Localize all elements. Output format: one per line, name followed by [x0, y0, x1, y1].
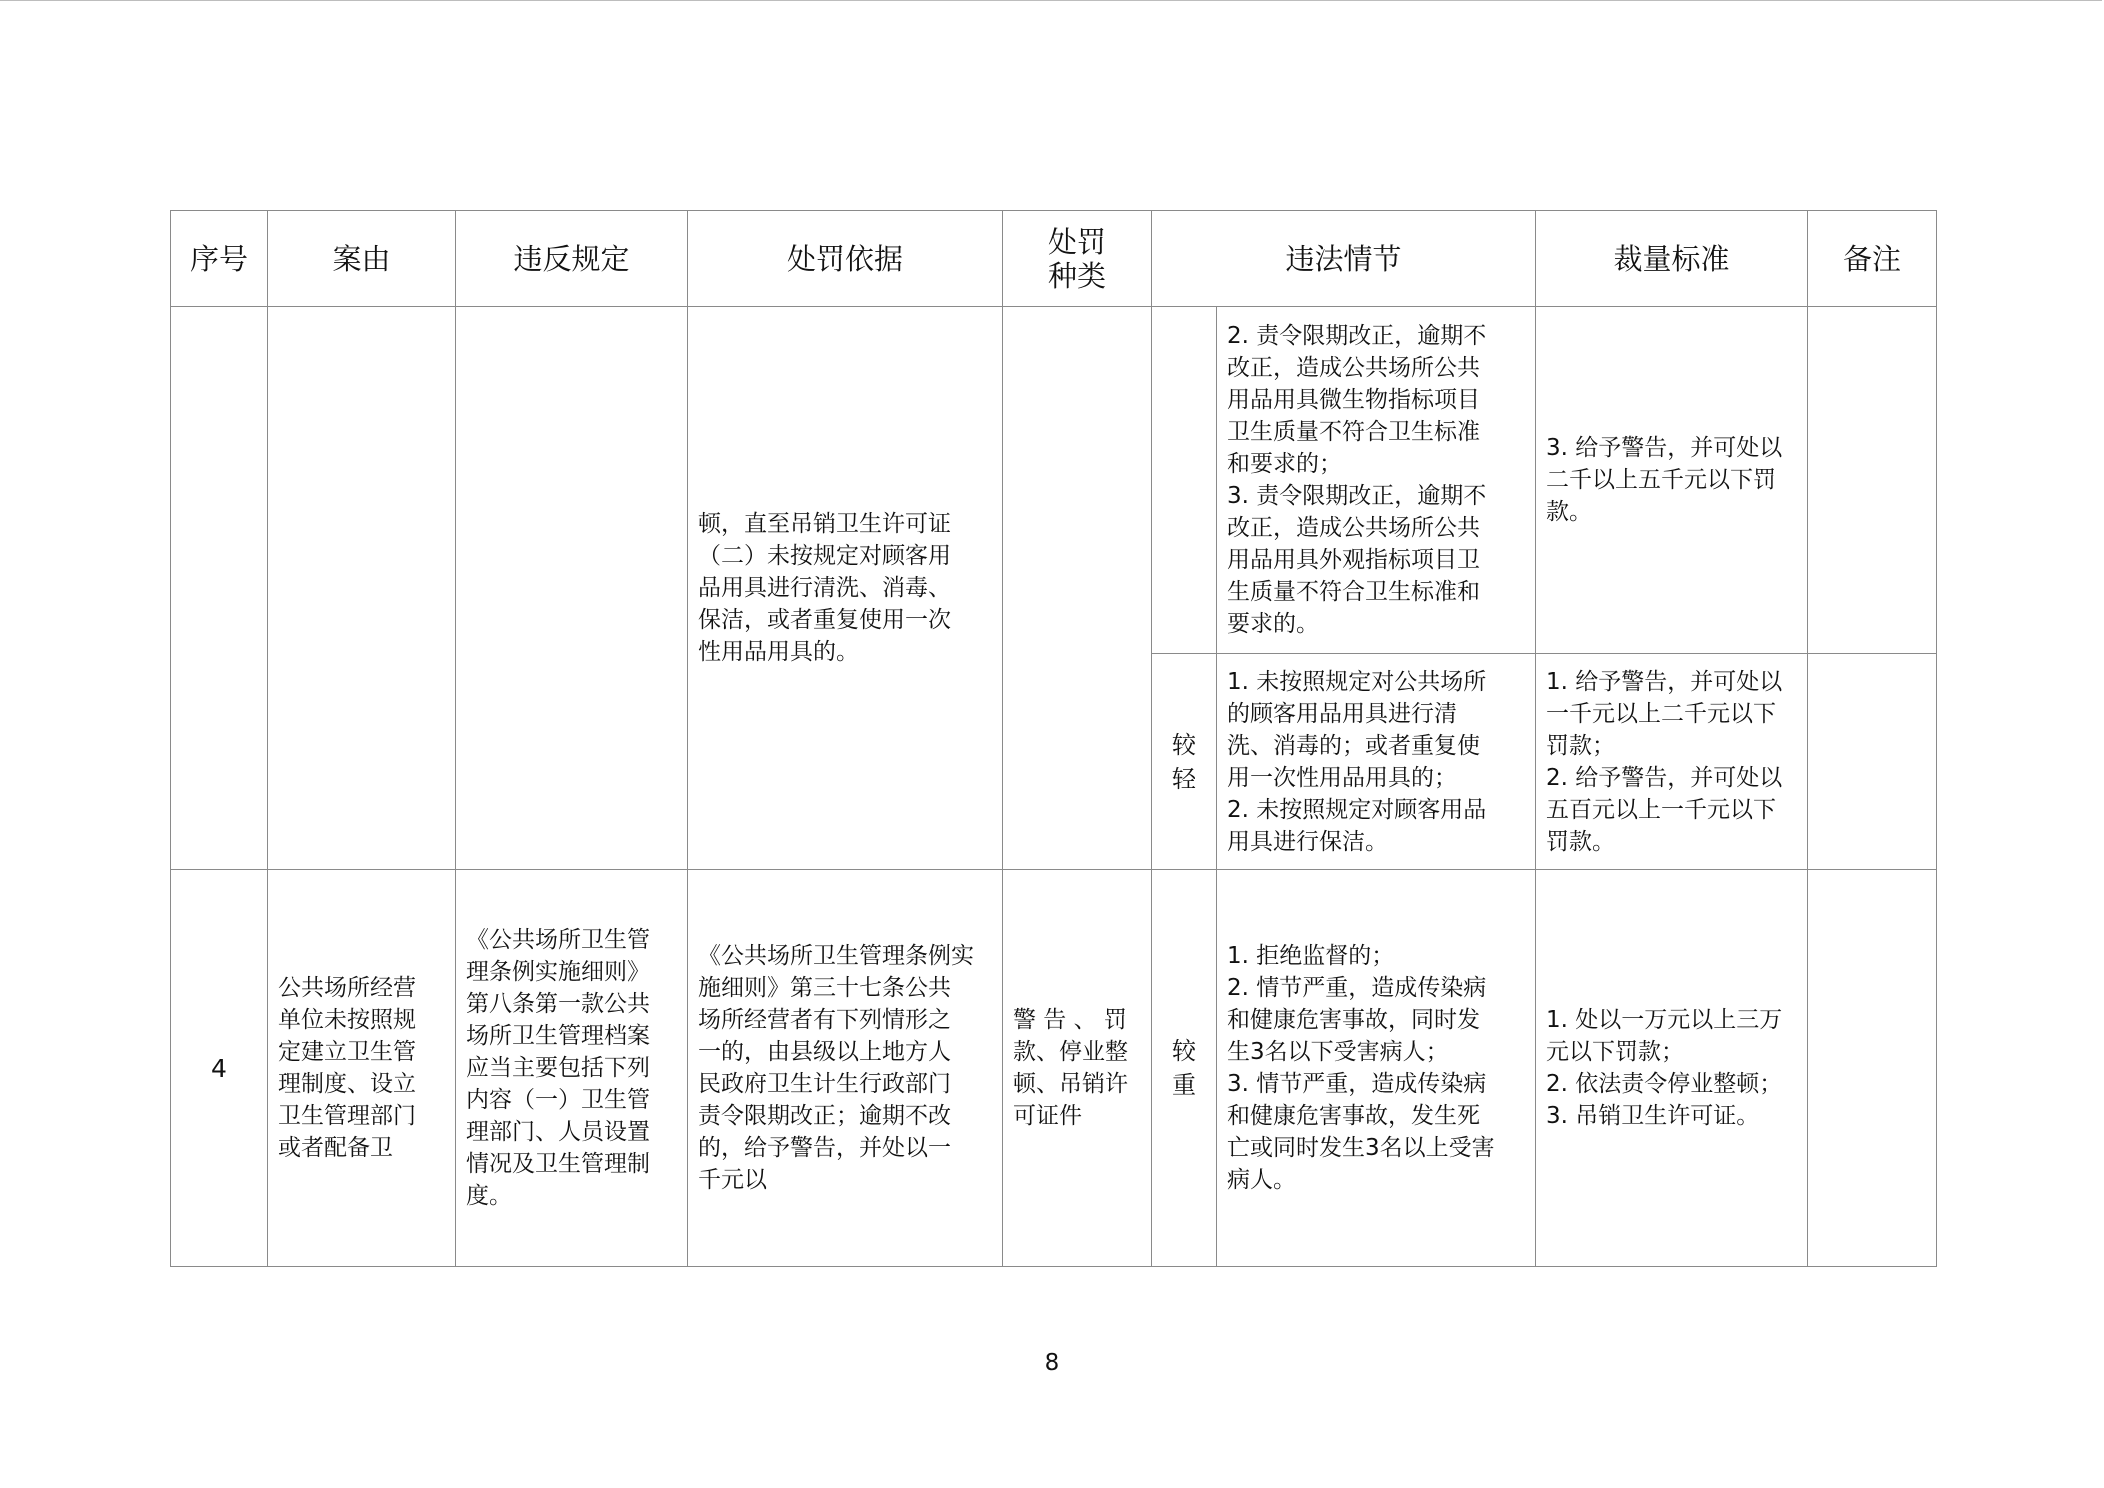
- header-standard: 裁量标准: [1536, 211, 1808, 307]
- row4-level: 较 重: [1152, 870, 1217, 1267]
- cont-remark-a: [1808, 307, 1937, 654]
- page-number: 8: [1044, 1350, 1060, 1376]
- table-row: [171, 307, 1937, 654]
- row4-basis: 《公共场所卫生管理条例实 施细则》第三十七条公共 场所经营者有下列情形之 一的，由县级以上地方人 民政府卫生计生行政部门 责令限期改正；逾期不改 的，给予警告，并处以一 千元以: [688, 870, 1003, 1267]
- row4-violated: 《公共场所卫生管 理条例实施细则》 第八条第一款公共 场所卫生管理档案 应当主要包括下列 内容（一）卫生管 理部门、人员设置 情况及卫生管理制 度。: [456, 870, 688, 1267]
- header-cause: 案由: [268, 211, 456, 307]
- penalty-table: [170, 210, 1937, 1267]
- header-violated: 违反规定: [456, 211, 688, 307]
- row4-type: 警 告 、 罚 款、停业整 顿、吊销许 可证件: [1003, 870, 1152, 1267]
- cont-type-cell: [1003, 307, 1152, 870]
- row4-remark: [1808, 870, 1937, 1267]
- page-top-border: [0, 0, 2102, 1]
- row4-circumstance: 1. 拒绝监督的； 2. 情节严重，造成传染病 和健康危害事故，同时发 生3名以下受害病人； 3. 情节严重，造成传染病 和健康危害事故，发生死 亡或同时发生3名以上受害 病人。: [1217, 870, 1536, 1267]
- cont-basis-cell: 顿，直至吊销卫生许可证 （二）未按规定对顾客用 品用具进行清洗、消毒、 保洁，或者重复使用一次 性用品用具的。: [688, 307, 1003, 870]
- row4-standard: 1. 处以一万元以上三万 元以下罚款； 2. 依法责令停业整顿； 3. 吊销卫生许可证。: [1536, 870, 1808, 1267]
- cont-standard-b: 1. 给予警告，并可处以 一千元以上二千元以下 罚款； 2. 给予警告，并可处以 五百元以上一千元以下 罚款。: [1536, 654, 1808, 870]
- cont-no-cell: [171, 307, 268, 870]
- header-circumstance: 违法情节: [1152, 211, 1536, 307]
- row4-no: 4: [171, 870, 268, 1267]
- row4-cause: 公共场所经营 单位未按照规 定建立卫生管 理制度、设立 卫生管理部门 或者配备卫: [268, 870, 456, 1267]
- cont-cause-cell: [268, 307, 456, 870]
- cont-circumstance-a: 2. 责令限期改正，逾期不 改正，造成公共场所公共 用品用具微生物指标项目 卫生质量不符合卫生标准 和要求的； 3. 责令限期改正，逾期不 改正，造成公共场所公共 用品用具外观指标项目卫 生质量不符合卫生标准和 要求的。: [1217, 307, 1536, 654]
- header-basis: 处罚依据: [688, 211, 1003, 307]
- header-row: [171, 211, 1937, 307]
- cont-violated-cell: [456, 307, 688, 870]
- cont-circumstance-b: 1. 未按照规定对公共场所 的顾客用品用具进行清 洗、消毒的；或者重复使 用一次性用品用具的； 2. 未按照规定对顾客用品 用具进行保洁。: [1217, 654, 1536, 870]
- cont-standard-a: 3. 给予警告，并可处以 二千以上五千元以下罚 款。: [1536, 307, 1808, 654]
- header-remark: 备注: [1808, 211, 1937, 307]
- header-type: 处罚 种类: [1003, 211, 1152, 307]
- cont-remark-b: [1808, 654, 1937, 870]
- cont-level-cell-a: [1152, 307, 1217, 654]
- table-row: [171, 870, 1937, 1267]
- cont-level-b: 较 轻: [1152, 654, 1217, 870]
- header-no: 序号: [171, 211, 268, 307]
